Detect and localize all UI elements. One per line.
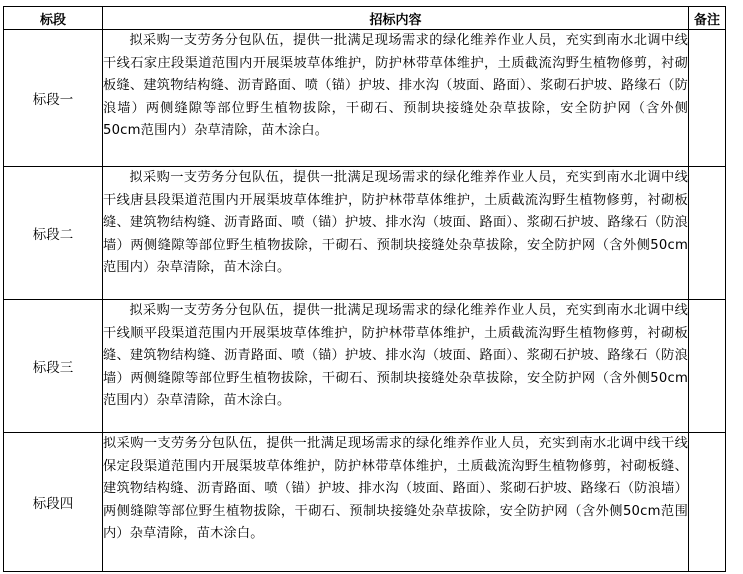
tender-content-table [3,6,726,572]
header-remarks: 备注 [689,7,726,30]
content-cell [103,300,689,433]
remarks-cell [689,30,726,167]
table-row [4,300,726,433]
table-header-row [4,7,726,30]
content-text: 拟采购一支劳务分包队伍，提供一批满足现场需求的绿化维养作业人员，充实到南水北调中线干线唐县段渠道范围内开展渠坡草体维护，防护林带草体维护，土质截流沟野生植物修剪，衬砌板缝、建筑物结构缝、沥青路面、喷（锚）护坡、排水沟（坡面、路面）、浆砌石护坡、路缘石（防浪墙）两侧缝隙等部位野生植物拔除，干砌石、预制块接缝处杂草拔除，安全防护网（含外侧50cm范围内）杂草清除，苗木涂白。 [103,170,688,275]
content-text: 拟采购一支劳务分包队伍，提供一批满足现场需求的绿化维养作业人员，充实到南水北调中线干线保定段渠道范围内开展渠坡草体维护，防护林带草体维护，土质截流沟野生植物修剪，衬砌板缝、建筑物结构缝、沥青路面、喷（锚）护坡、排水沟（坡面、路面）、浆砌石护坡、路缘石（防浪墙）两侧缝隙等部位野生植物拔除，干砌石、预制块接缝处杂草拔除，安全防护网（含外侧50cm范围内）杂草清除，苗木涂白。 [103,436,688,541]
content-text: 拟采购一支劳务分包队伍，提供一批满足现场需求的绿化维养作业人员，充实到南水北调中线干线石家庄段渠道范围内开展渠坡草体维护，防护林带草体维护，土质截流沟野生植物修剪，衬砌板缝、建筑物结构缝、沥青路面、喷（锚）护坡、排水沟（坡面、路面）、浆砌石护坡、路缘石（防浪墙）两侧缝隙等部位野生植物拔除，干砌石、预制块接缝处杂草拔除，安全防护网（含外侧50cm范围内）杂草清除，苗木涂白。 [103,33,688,138]
content-cell [103,167,689,300]
header-segment: 标段 [4,7,103,30]
segment-cell: 标段三 [4,300,103,433]
remarks-cell [689,433,726,572]
remarks-cell [689,167,726,300]
segment-cell: 标段一 [4,30,103,167]
table-row [4,30,726,167]
remarks-cell [689,300,726,433]
segment-cell: 标段二 [4,167,103,300]
content-cell [103,433,689,572]
table-row [4,167,726,300]
content-text: 拟采购一支劳务分包队伍，提供一批满足现场需求的绿化维养作业人员，充实到南水北调中线干线顺平段渠道范围内开展渠坡草体维护，防护林带草体维护，土质截流沟野生植物修剪，衬砌板缝、建筑物结构缝、沥青路面、喷（锚）护坡、排水沟（坡面、路面）、浆砌石护坡、路缘石（防浪墙）两侧缝隙等部位野生植物拔除，干砌石、预制块接缝处杂草拔除，安全防护网（含外侧50cm范围内）杂草清除，苗木涂白。 [103,303,688,408]
table-row [4,433,726,572]
content-cell [103,30,689,167]
header-content: 招标内容 [103,7,689,30]
segment-cell: 标段四 [4,433,103,572]
